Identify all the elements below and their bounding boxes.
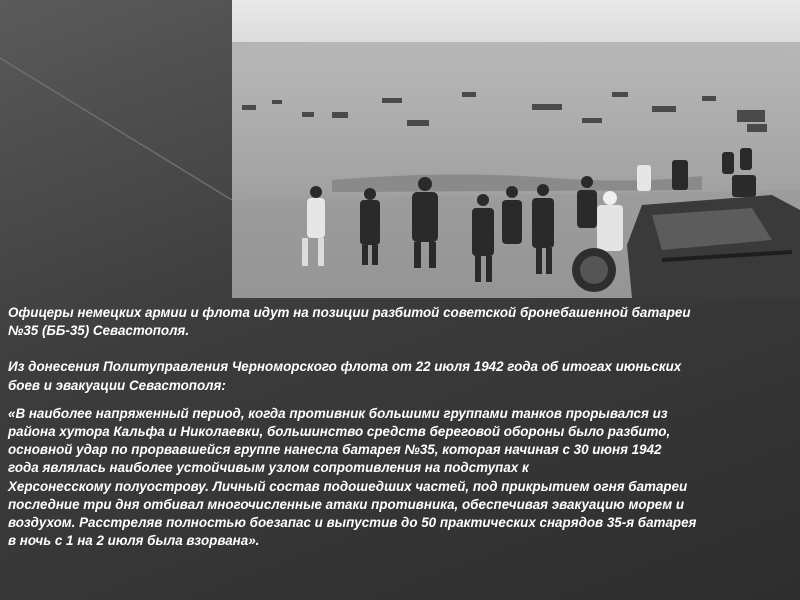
quote-line-5: Херсонесскому полуострову. Личный состав подошедших частей, под прикрытием огня батареи — [8, 478, 688, 494]
quote-line-2: района хутора Кальфа и Николаевки, большинство средств береговой обороны было разбито, — [8, 424, 671, 440]
quote-line-8: в ночь с 1 на 2 июля была взорвана». — [8, 533, 260, 549]
slide-text — [8, 304, 798, 550]
photo-caption-line-2: №35 (ББ-35) Севастополя. — [8, 323, 190, 339]
quote-line-1: «В наиболее напряженный период, когда противник большими группами танков прорывался из — [8, 405, 668, 421]
photo-caption-line-1: Офицеры немецких армии и флота идут на позиции разбитой советской бронебашенной батареи — [8, 305, 691, 320]
source-intro-line-2: боев и эвакуации Севастополя: — [8, 377, 226, 393]
quote-line-6: последние три дня отбивал многочисленные атаки противника, обеспечивая эвакуацию морем и — [8, 496, 684, 512]
quote-line-3: основной удар по прорвавшейся группе нанесла батарея №35, которая начиная с 30 июня 1942 — [8, 442, 662, 458]
quote-line-4: года являлась наиболее устойчивым узлом сопротивления на подступах к — [8, 460, 529, 476]
historical-photo — [232, 0, 800, 298]
quote-line-7: воздухом. Расстреляв полностью боезапас и выпустив до 50 практических снарядов 35-я батарея — [8, 515, 697, 531]
source-intro-line-1: Из донесения Политуправления Черноморского флота от 22 июля 1942 года об итогах июньских — [8, 359, 682, 375]
